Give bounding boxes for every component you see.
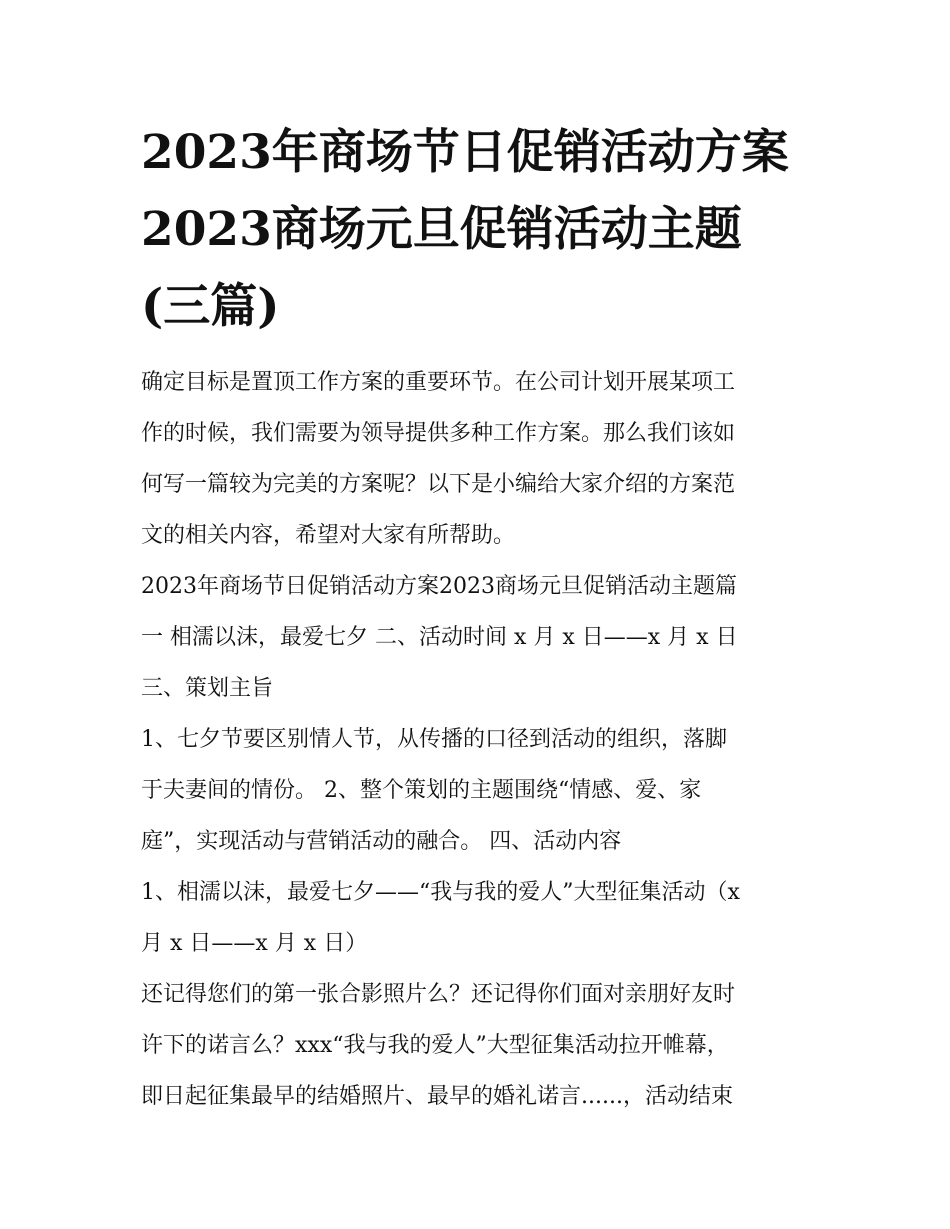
text-line: 三、策划主旨 (141, 676, 274, 701)
document-title (141, 114, 813, 345)
title-line-3: (三篇) (141, 279, 280, 334)
text-line: 月 x 日——x 月 x 日） (141, 931, 368, 956)
text-line: 于夫妻间的情份。 2、整个策划的主题围绕“情感、爱、家 (141, 778, 702, 803)
paragraph-intro (141, 357, 813, 561)
text-line: 还记得您们的第一张合影照片么？还记得你们面对亲朋好友时 (141, 982, 736, 1007)
title-line-1: 2023年商场节日促销活动方案 (141, 125, 789, 180)
text-line: 即日起征集最早的结婚照片、最早的婚礼诺言......，活动结束 (141, 1084, 733, 1109)
text-line: 何写一篇较为完美的方案呢？以下是小编给大家介绍的方案范 (141, 472, 736, 497)
title-line-2: 2023商场元旦促销活动主题 (141, 202, 742, 257)
paragraph-activity-description (141, 969, 813, 1122)
text-line: 1、七夕节要区别情人节，从传播的口径到活动的组织，落脚 (141, 727, 727, 752)
document-body (141, 357, 813, 1122)
paragraph-planning-points (141, 714, 813, 867)
text-line: 庭”，实现活动与营销活动的融合。 四、活动内容 (141, 829, 622, 854)
document-page (141, 114, 813, 1122)
text-line: 1、相濡以沫，最爱七夕——“我与我的爱人”大型征集活动（x (141, 880, 740, 905)
text-line: 作的时候，我们需要为领导提供多种工作方案。那么我们该如 (141, 421, 736, 446)
text-line: 文的相关内容，希望对大家有所帮助。 (141, 523, 516, 548)
paragraph-activity-one (141, 867, 813, 969)
text-line: 2023年商场节日促销活动方案2023商场元旦促销活动主题篇 (141, 574, 737, 599)
text-line: 确定目标是置顶工作方案的重要环节。在公司计划开展某项工 (141, 370, 736, 395)
text-line: 许下的诺言么？xxx“我与我的爱人”大型征集活动拉开帷幕， (141, 1033, 729, 1058)
paragraph-section-heading (141, 561, 813, 714)
text-line: 一 相濡以沫，最爱七夕 二、活动时间 x 月 x 日——x 月 x 日 (141, 625, 738, 650)
